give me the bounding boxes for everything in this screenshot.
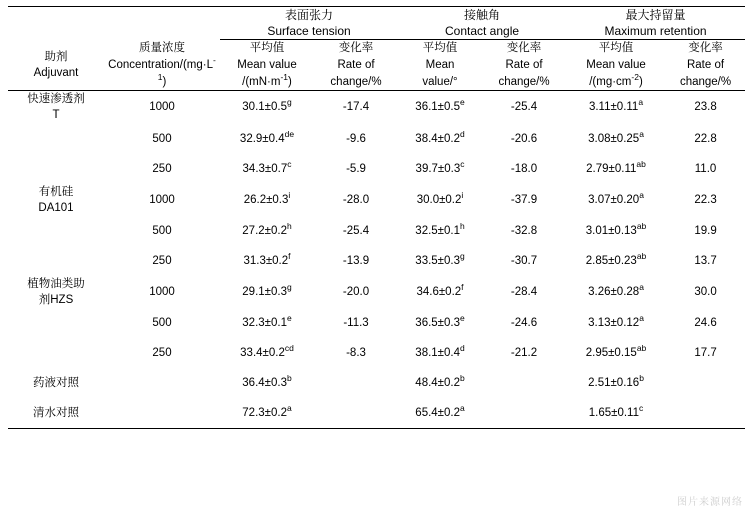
significance-letter: a	[639, 313, 644, 324]
cell-surface-tension-mean: $26.2\pm 0.3^i$	[243, 189, 291, 206]
column-header-mr-rate-cn: 变化率	[688, 42, 723, 55]
cell-contact-angle-mean: 38.4±0.2$^d$	[415, 128, 465, 145]
column-header-row	[8, 40, 745, 91]
cell-contact-angle-rate: -24.6	[510, 316, 538, 329]
significance-letter: i	[288, 189, 291, 200]
significance-letter: d	[459, 343, 465, 354]
significance-letter: a	[459, 403, 465, 414]
significance-letter: f	[288, 250, 291, 261]
cell-contact-angle-mean: 48.4±0.2$^b$	[415, 373, 465, 389]
cell-concentration: 500	[152, 224, 172, 237]
column-header-adjuvant	[8, 40, 104, 91]
significance-letter: a	[639, 282, 644, 293]
cell-contact-angle-rate: -37.9	[510, 193, 538, 206]
cell-max-retention-mean: 2.79±0.11$^{ab}$	[586, 158, 646, 175]
cell-surface-tension-rate: -5.9	[346, 162, 366, 175]
cell-contact-angle-rate: -21.2	[510, 346, 538, 359]
column-header-ca-mean	[398, 40, 482, 91]
group-header-contact-angle	[398, 7, 566, 40]
significance-letter: g	[286, 97, 292, 108]
significance-letter: g	[286, 282, 292, 293]
cell-surface-tension-rate: -11.3	[343, 316, 369, 329]
cell-adjuvant: 快速渗透剂 T	[27, 93, 85, 122]
cell-max-retention-mean: 3.01±0.13$^{ab}$	[585, 220, 647, 237]
results-table	[8, 6, 745, 429]
significance-letter: h	[459, 220, 465, 231]
cell-adjuvant	[8, 246, 104, 276]
table-row	[8, 368, 745, 398]
column-header-mr-rate-en: Rate of	[686, 59, 725, 72]
cell-max-retention-rate: 22.3	[694, 193, 717, 206]
cell-contact-angle-rate: -25.4	[510, 101, 538, 114]
significance-letter: ab	[636, 343, 647, 354]
significance-letter: g	[459, 250, 465, 261]
cell-concentration: 250	[152, 346, 172, 359]
cell-max-retention-rate	[666, 368, 745, 398]
cell-concentration: 1000	[149, 285, 175, 298]
column-header-st-mean	[220, 40, 314, 91]
significance-letter: a	[638, 97, 644, 108]
column-header-concentration-en-text: Concentration/(mg·L	[108, 59, 213, 72]
cell-adjuvant: 清水对照	[33, 406, 79, 419]
cell-adjuvant: 植物油类助 剂HZS	[27, 277, 85, 306]
table-row	[8, 91, 745, 124]
cell-contact-angle-mean: 32.5±0.1$^h$	[415, 220, 465, 237]
significance-letter: f	[461, 282, 464, 293]
cell-surface-tension-mean: 32.9±0.4de	[239, 128, 295, 145]
cell-contact-angle-rate: -18.0	[510, 162, 538, 175]
cell-surface-tension-mean: 33.4±0.2$^{cd}$	[240, 343, 294, 359]
column-header-ca-mean-unit: value/°	[422, 75, 458, 88]
group-header-surface-tension-en: Surface tension	[267, 24, 351, 39]
column-header-adjuvant-cn: 助剂	[44, 50, 68, 63]
cell-max-retention-rate	[666, 398, 745, 429]
cell-max-retention-mean: 3.13±0.12$^a$	[588, 313, 644, 329]
table-row	[8, 184, 745, 216]
cell-max-retention-rate: 22.8	[694, 132, 717, 145]
significance-letter: a	[639, 189, 644, 200]
table-row	[8, 246, 745, 276]
cell-max-retention-mean: 2.51±0.16$^b$	[588, 373, 644, 389]
cell-max-retention-rate: 11.0	[694, 162, 717, 175]
cell-contact-angle-rate: -20.6	[510, 132, 538, 145]
group-header-maximum-retention	[566, 7, 745, 40]
group-header-row	[8, 7, 745, 40]
significance-letter: b	[286, 373, 292, 384]
cell-surface-tension-mean: 32.3±0.1$^e$	[242, 313, 292, 329]
cell-contact-angle-rate	[482, 398, 566, 429]
cell-contact-angle-rate: -32.8	[510, 224, 538, 237]
cell-surface-tension-rate: -9.6	[346, 132, 366, 145]
cell-surface-tension-mean: 31.3±0.2$^f$	[243, 250, 291, 267]
significance-letter: d	[459, 128, 465, 139]
cell-surface-tension-rate: -17.4	[342, 101, 370, 114]
group-header-contact-angle-en: Contact angle	[444, 24, 520, 39]
column-header-ca-mean-cn: 平均值	[422, 42, 458, 55]
table-row	[8, 308, 745, 338]
significance-letter: e	[459, 313, 465, 324]
cell-concentration	[104, 398, 220, 429]
significance-letter: e	[286, 313, 292, 324]
cell-contact-angle-rate: -28.4	[510, 285, 538, 298]
table-row	[8, 398, 745, 429]
column-header-concentration-en: Concentration/$(mg\cdot L^{-1})$	[108, 55, 216, 88]
significance-letter: cd	[284, 343, 294, 354]
significance-letter: a	[286, 403, 292, 414]
cell-contact-angle-mean: 36.5±0.3$^e$	[415, 313, 465, 329]
table-row	[8, 276, 745, 308]
column-header-st-rate-cn: 变化率	[338, 42, 374, 55]
cell-contact-angle-rate: -30.7	[510, 254, 538, 267]
column-header-ca-mean-en: Mean	[425, 59, 455, 72]
cell-adjuvant	[8, 124, 104, 154]
cell-surface-tension-mean: 36.4±0.3$^b$	[242, 373, 292, 389]
significance-letter: c	[460, 158, 465, 169]
cell-surface-tension-rate	[314, 398, 398, 429]
cell-max-retention-rate: 19.9	[694, 224, 717, 237]
cell-surface-tension-mean: 27.2±0.2$^h$	[242, 220, 292, 237]
column-header-st-rate	[314, 40, 398, 91]
cell-contact-angle-mean: 39.7±0.3$^c$	[415, 158, 465, 175]
significance-letter: ab	[636, 250, 647, 261]
column-header-st-mean-en: Mean value	[237, 59, 297, 72]
cell-max-retention-mean: 3.26±0.28$^a$	[588, 282, 644, 298]
group-header-contact-angle-cn: 接触角	[464, 8, 501, 22]
column-header-st-mean-unit: $/(mN\cdot m^{-1})$	[242, 71, 292, 88]
cell-max-retention-mean: 3.07±0.20$^a$	[588, 189, 644, 206]
cell-max-retention-rate: 30.0	[694, 285, 717, 298]
column-header-mr-mean-unit-sup: -2	[631, 71, 639, 82]
cell-max-retention-rate: 24.6	[694, 316, 717, 329]
column-header-ca-rate-cn: 变化率	[506, 42, 542, 55]
cell-adjuvant	[8, 308, 104, 338]
column-header-mr-rate-unit: change/%	[679, 75, 732, 88]
cell-max-retention-mean: 3.11±0.11$^a$	[588, 97, 644, 114]
column-header-mr-mean-unit: $/(mg\cdot cm^{-2})$	[589, 71, 643, 88]
significance-letter: c	[639, 403, 644, 414]
table-row	[8, 154, 745, 184]
group-header-blank-concentration	[104, 7, 220, 40]
table-row	[8, 338, 745, 368]
cell-surface-tension-mean: 30.1±0.5$^g$	[242, 97, 292, 114]
cell-max-retention-mean: 3.08±0.25$^a$	[588, 128, 644, 145]
cell-contact-angle-mean: 65.4±0.2$^a$	[415, 403, 465, 419]
column-header-concentration-cn: 质量浓度	[139, 42, 185, 55]
cell-adjuvant	[8, 216, 104, 246]
cell-max-retention-mean: 1.65±0.11$^c$	[588, 403, 644, 419]
table-row	[8, 216, 745, 246]
column-header-ca-rate-unit: change/%	[498, 75, 550, 88]
column-header-st-mean-cn: 平均值	[249, 42, 285, 55]
cell-surface-tension-mean: 29.1±0.3$^g$	[242, 282, 292, 298]
significance-letter: de	[284, 128, 295, 139]
column-header-st-rate-unit: change/%	[330, 75, 382, 88]
cell-contact-angle-mean: 33.5±0.3$^g$	[415, 250, 465, 267]
cell-surface-tension-rate: -8.3	[346, 346, 366, 359]
significance-letter: ab	[636, 220, 647, 231]
cell-surface-tension-mean: 34.3±0.7$^c$	[242, 158, 292, 175]
cell-adjuvant: 有机硅 DA101	[38, 185, 74, 214]
significance-letter: h	[286, 220, 292, 231]
column-header-ca-rate-en: Rate of	[505, 59, 543, 72]
watermark: 图片来源网络	[677, 497, 743, 508]
cell-surface-tension-rate	[314, 368, 398, 398]
column-header-mr-mean	[566, 40, 666, 91]
group-header-blank-adjuvant	[8, 7, 104, 40]
column-header-adjuvant-en: Adjuvant	[33, 67, 79, 80]
cell-contact-angle-mean: 38.1±0.4$^d$	[415, 343, 465, 359]
cell-concentration: 500	[152, 316, 172, 329]
column-header-concentration	[104, 40, 220, 91]
cell-contact-angle-mean: $30.0\pm 0.2^i$	[416, 189, 464, 206]
cell-contact-angle-rate	[482, 368, 566, 398]
cell-max-retention-rate: 13.7	[694, 254, 717, 267]
significance-letter: c	[287, 158, 292, 169]
cell-max-retention-rate: 17.7	[694, 346, 717, 359]
cell-surface-tension-mean: 72.3±0.2$^a$	[242, 403, 292, 419]
significance-letter: b	[639, 373, 644, 384]
cell-adjuvant	[8, 154, 104, 184]
significance-letter: i	[461, 189, 464, 200]
cell-surface-tension-rate: -28.0	[342, 193, 370, 206]
cell-concentration: 250	[152, 162, 172, 175]
column-header-st-rate-en: Rate of	[337, 59, 375, 72]
cell-max-retention-mean: 2.85±0.23$^{ab}$	[585, 250, 647, 267]
group-header-maximum-retention-cn: 最大持留量	[625, 8, 686, 22]
column-header-st-mean-unit-sup: -1	[280, 71, 289, 82]
cell-surface-tension-rate: -25.4	[342, 224, 370, 237]
group-header-surface-tension	[220, 7, 398, 40]
column-header-mr-mean-en: Mean value	[586, 59, 646, 72]
cell-contact-angle-mean: 36.1±0.5$^e$	[415, 97, 465, 114]
cell-concentration: 1000	[149, 101, 175, 114]
table-row	[8, 124, 745, 154]
column-header-mr-mean-cn: 平均值	[598, 42, 634, 55]
cell-concentration	[104, 368, 220, 398]
cell-max-retention-rate: 23.8	[694, 101, 717, 114]
column-header-concentration-sup: -1	[157, 55, 216, 82]
group-header-surface-tension-cn: 表面张力	[285, 8, 334, 22]
group-header-maximum-retention-en: Maximum retention	[604, 24, 707, 39]
significance-letter: a	[639, 128, 644, 139]
table-body	[8, 91, 745, 429]
column-header-ca-rate	[482, 40, 566, 91]
cell-concentration: 250	[152, 254, 172, 267]
significance-letter: e	[459, 97, 465, 108]
cell-contact-angle-mean: 34.6±0.2$^f$	[416, 282, 464, 298]
cell-adjuvant	[8, 338, 104, 368]
cell-concentration: 1000	[149, 193, 175, 206]
significance-letter: ab	[636, 158, 646, 169]
cell-surface-tension-rate: -13.9	[342, 254, 370, 267]
cell-surface-tension-rate: -20.0	[342, 285, 370, 298]
cell-concentration: 500	[152, 132, 172, 145]
column-header-mr-rate	[666, 40, 745, 91]
cell-max-retention-mean: 2.95±0.15$^{ab}$	[585, 343, 647, 359]
significance-letter: b	[459, 373, 465, 384]
cell-adjuvant: 药液对照	[33, 376, 79, 389]
